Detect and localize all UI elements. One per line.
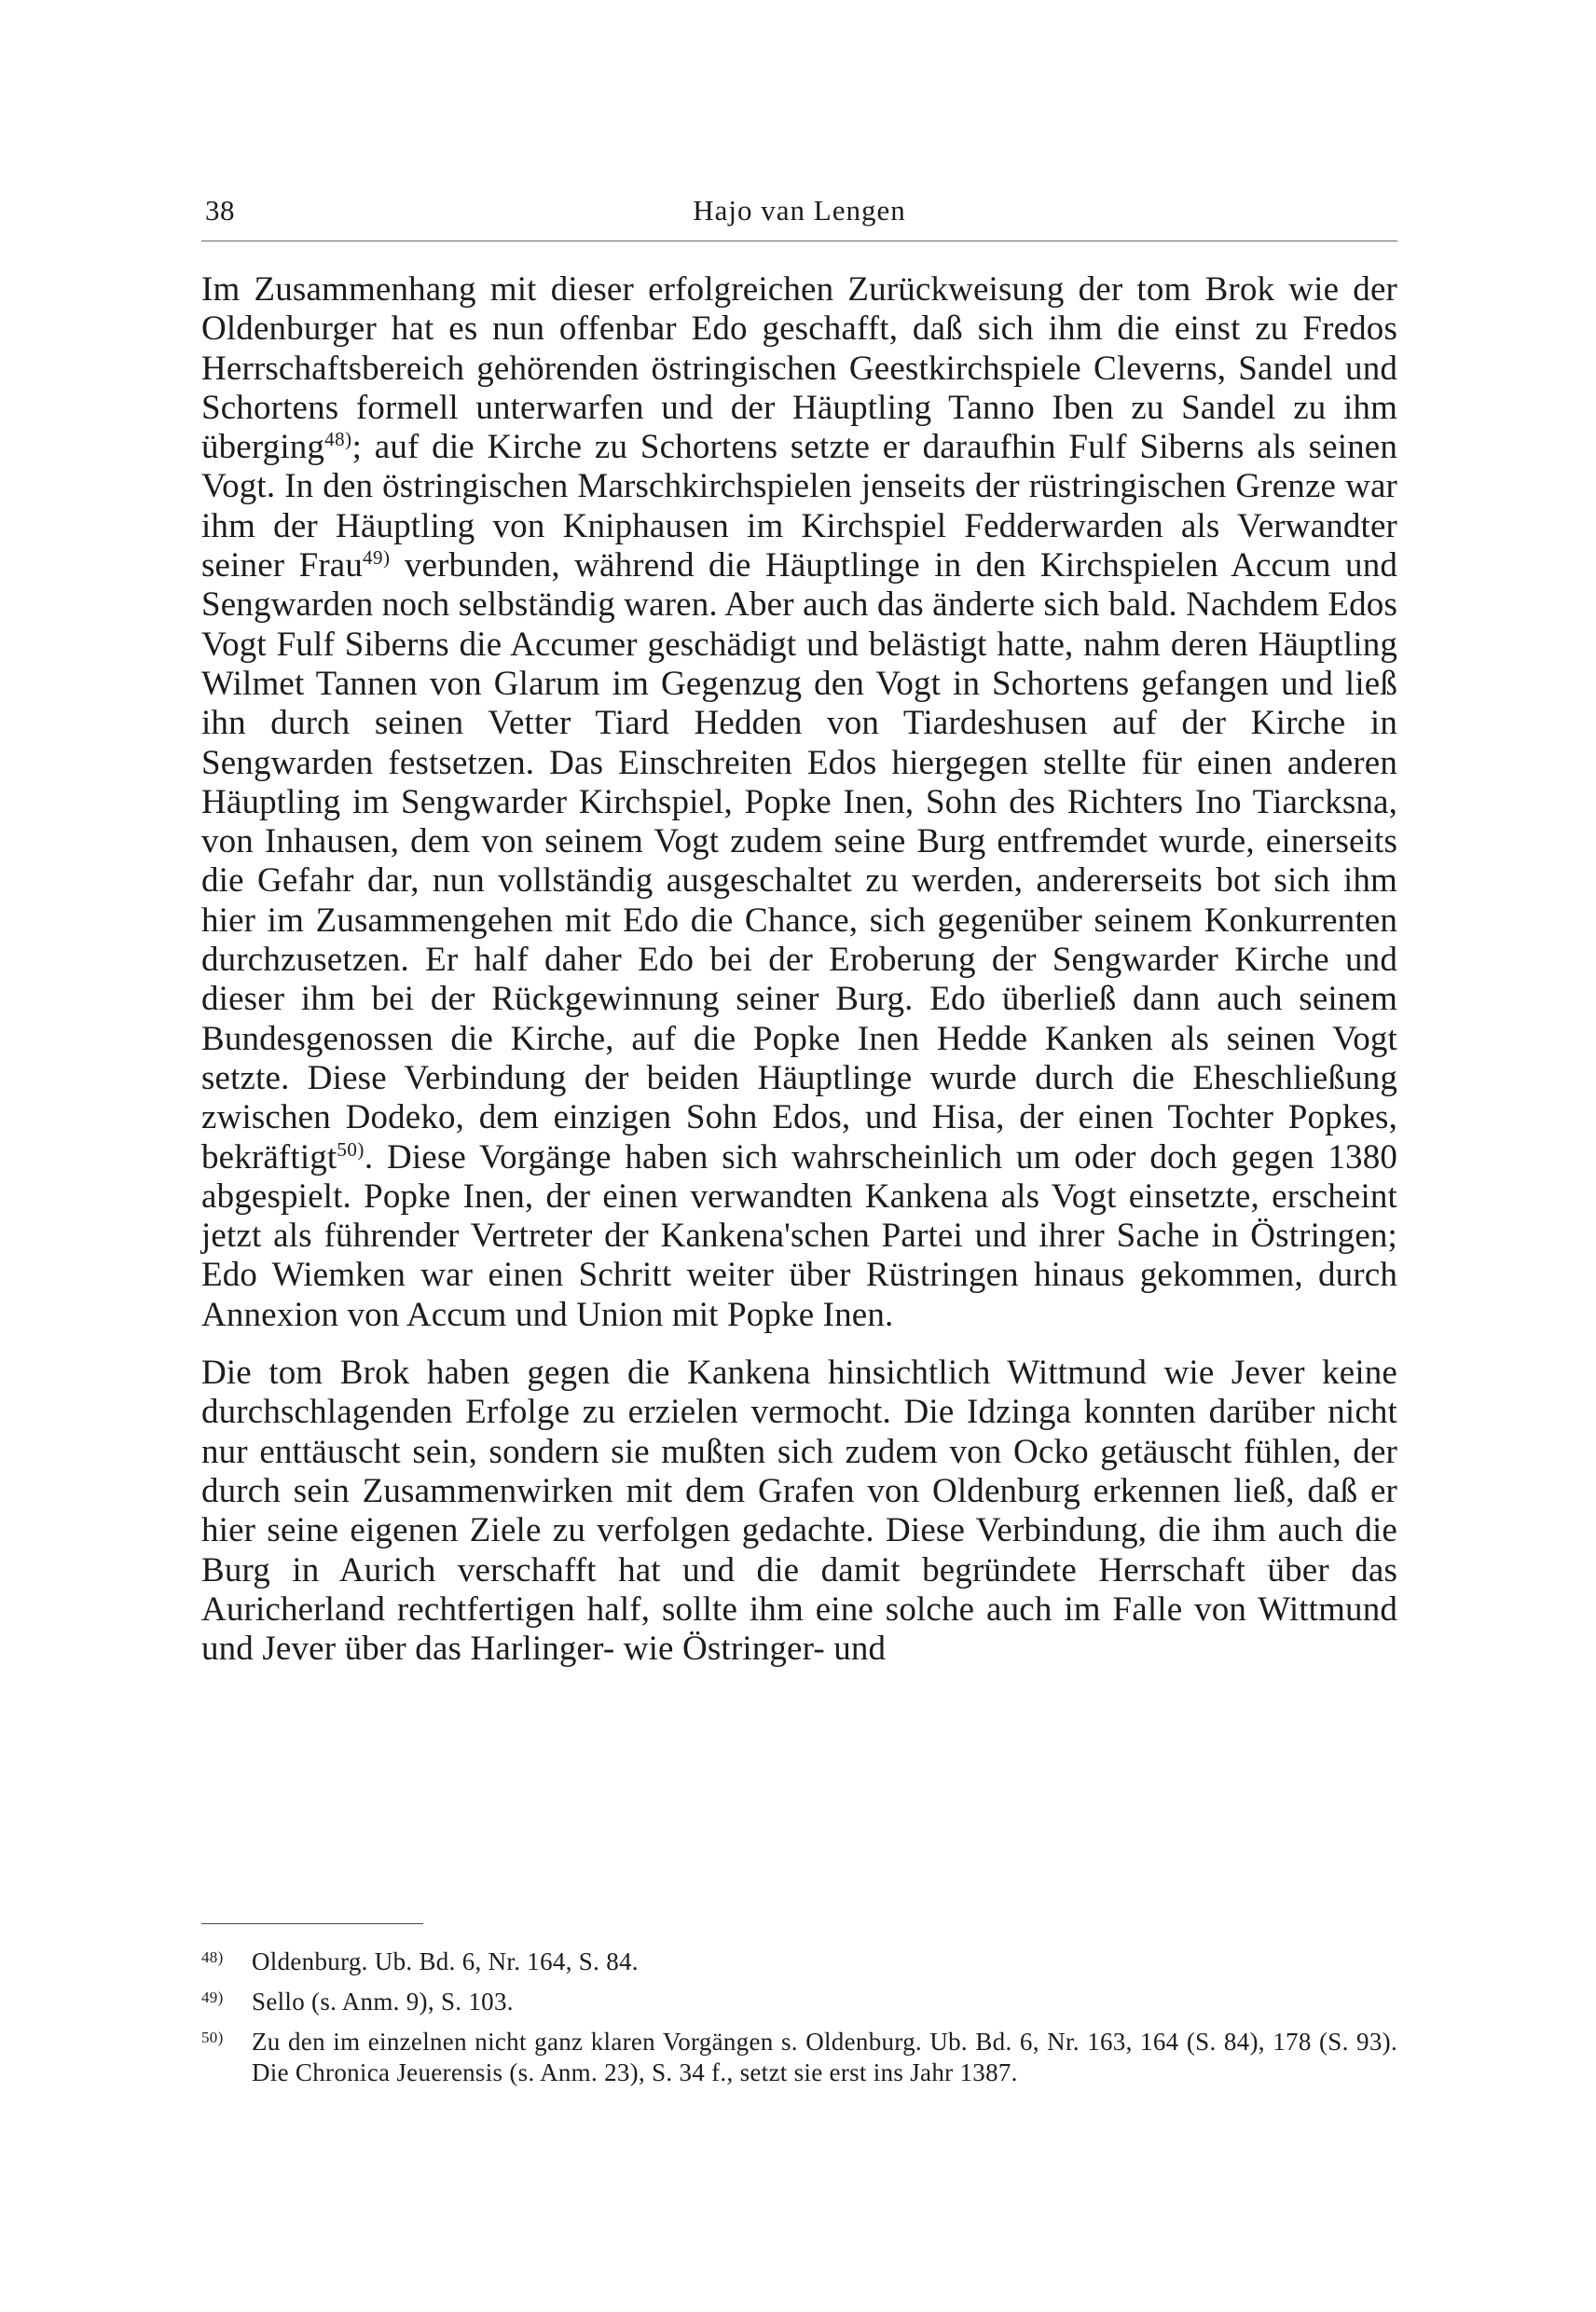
footnote-rule xyxy=(201,1923,423,1924)
footnote xyxy=(201,1987,1397,2017)
body-text xyxy=(201,270,1397,1669)
footnote-marker: 48) xyxy=(201,1948,224,1966)
footnote-marker-cell xyxy=(201,1987,252,2017)
paragraph-text: Im Zusammenhang mit dieser erfolgreichen Zurückweisung der tom Brok wie der Oldenburger hat es nun offenbar Edo geschafft, daß sich ihm die einst zu Fredos Herrschaftsbereich gehörenden östringischen Geestkirchspiele Cleverns, Sandel und Schortens formell unterwarfen und der Häuptling Tanno Iben zu Sandel zu ihm überging xyxy=(201,270,1397,467)
footnote-reference: 48) xyxy=(324,428,352,451)
running-head: Hajo van Lengen xyxy=(693,194,906,227)
footnote-text: Oldenburg. Ub. Bd. 6, Nr. 164, S. 84. xyxy=(252,1947,639,1975)
footnote-marker-cell xyxy=(201,1947,252,1977)
footnote-reference: 49) xyxy=(363,546,391,570)
footnote-reference: 50) xyxy=(337,1137,365,1161)
footnote-text: Zu den im einzelnen nicht ganz klaren Vorgängen s. Oldenburg. Ub. Bd. 6, Nr. 163, 164 (S. 84), 178 (S. 93). Die Chronica Jeuerensis (s. Anm. 23), S. 34 f., setzt sie erst ins Jahr 1387. xyxy=(252,2028,1397,2086)
paragraph xyxy=(201,270,1397,1335)
page-header xyxy=(201,194,1397,237)
paragraph-text: . Diese Vorgänge haben sich wahrscheinlich um oder doch gegen 1380 abgespielt. Popke Inen, der einen verwandten Kankena als Vogt einsetzte, erscheint jetzt als führender Vertreter der Kankena'schen Partei und ihrer Sache in Östringen; Edo Wiemken war einen Schritt weiter über Rüstringen hinaus gekommen, durch Annexion von Accum und Union mit Popke Inen. xyxy=(201,1137,1397,1334)
footnote xyxy=(201,1947,1397,1977)
footnotes xyxy=(201,1947,1397,2098)
paragraph-text: verbunden, während die Häuptlinge in den Kirchspielen Accum und Sengwarden noch selbständig waren. Aber auch das änderte sich bald. Nachdem Edos Vogt Fulf Siberns die Accumer geschädigt und belästigt hatte, nahm deren Häuptling Wilmet Tannen von Glarum im Gegenzug den Vogt in Schortens gefangen und ließ ihn durch seinen Vetter Tiard Hedden von Tiardeshusen auf der Kirche in Sengwarden festsetzen. Das Einschreiten Edos hiergegen stellte für einen anderen Häuptling im Sengwarder Kirchspiel, Popke Inen, Sohn des Richters Ino Tiarcksna, von Inhausen, dem von seinem Vogt zudem seine Burg entfremdet wurde, einerseits die Gefahr dar, nun vollständig ausgeschaltet zu werden, andererseits bot sich ihm hier im Zusammengehen mit Edo die Chance, sich gegenüber seinem Konkurrenten durchzusetzen. Er half daher Edo bei der Eroberung der Sengwarder Kirche und dieser ihm bei der Rückgewinnung seiner Burg. Edo überließ dann auch seinem Bundesgenossen die Kirche, auf die Popke Inen Hedde Kanken als seinen Vogt setzte. Diese Verbindung der beiden Häuptlinge wurde durch die Eheschließung zwischen Dodeko, dem einzigen Sohn Edos, und Hisa, der einen Tochter Popkes, bekräftigt xyxy=(201,546,1397,1177)
footnote-text: Sello (s. Anm. 9), S. 103. xyxy=(252,1988,514,2016)
paragraph-text: ; auf die Kirche zu Schortens setzte er daraufhin Fulf Siberns als seinen Vogt. In den östringischen Marschkirchspielen jenseits der rüstringischen Grenze war ihm der Häuptling von Kniphausen im Kirchspiel Fedderwarden als Verwandter seiner Frau xyxy=(201,428,1397,585)
footnote-marker-cell xyxy=(201,2027,252,2057)
footnote-marker: 50) xyxy=(201,2029,224,2046)
paragraph-text: Die tom Brok haben gegen die Kankena hinsichtlich Wittmund wie Jever keine durchschlagenden Erfolge zu erzielen vermocht. Die Idzinga konnten darüber nicht nur enttäuscht sein, sondern sie mußten sich zudem von Ocko getäuscht fühlen, der durch sein Zusammenwirken mit dem Grafen von Oldenburg erkennen ließ, daß er hier seine eigenen Ziele zu verfolgen gedachte. Diese Verbindung, die ihm auch die Burg in Aurich verschafft hat und die damit begründete Herrschaft über das Auricherland rechtfertigen half, sollte ihm eine solche auch im Falle von Wittmund und Jever über das Harlinger- wie Östringer- und xyxy=(201,1354,1397,1669)
footnote-marker: 49) xyxy=(201,1989,224,2006)
paragraph xyxy=(201,1354,1397,1669)
page-number: 38 xyxy=(205,194,235,227)
footnote xyxy=(201,2027,1397,2088)
